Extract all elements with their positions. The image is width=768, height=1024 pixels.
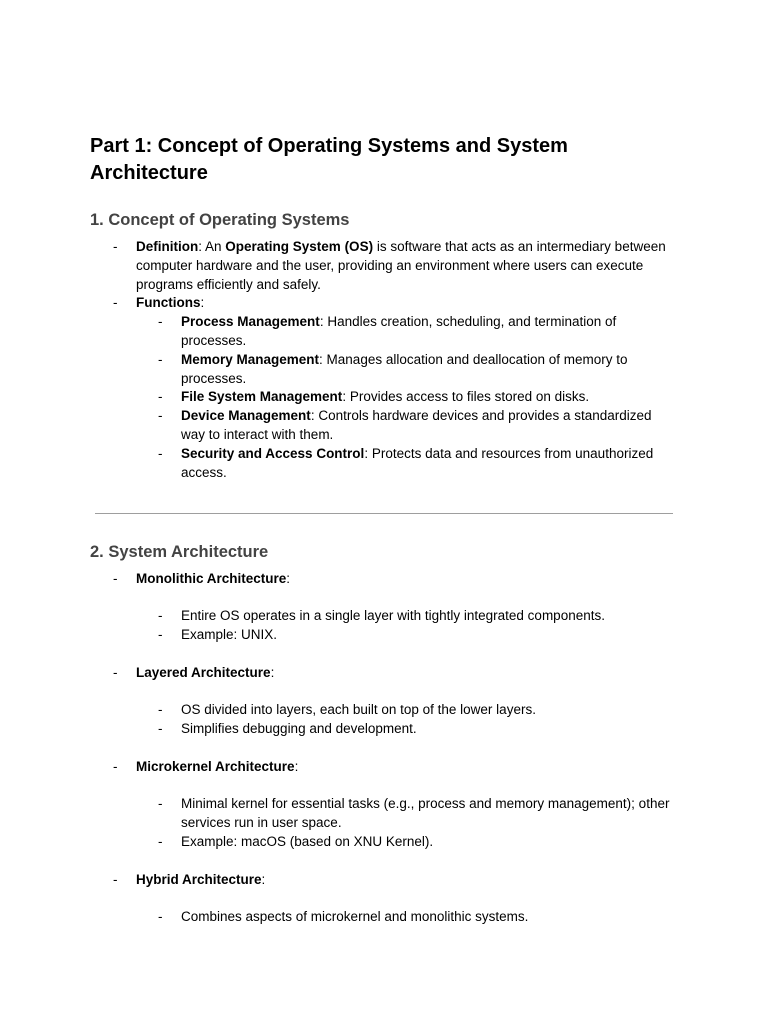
list-item: - OS divided into layers, each built on top of the lower layers. bbox=[0, 701, 768, 720]
section-divider bbox=[95, 513, 673, 514]
list-bullet: - bbox=[158, 833, 163, 849]
os-term: Operating System (OS) bbox=[225, 239, 374, 254]
list-item: - Entire OS operates in a single layer with tightly integrated components. bbox=[0, 607, 768, 626]
definition-label: Definition bbox=[136, 239, 199, 254]
arch-hybrid bbox=[0, 871, 768, 890]
list-bullet: - bbox=[113, 665, 118, 680]
page-title: Part 1: Concept of Operating Systems and System Architecture bbox=[90, 135, 568, 184]
list-item: - Minimal kernel for essential tasks (e.g., process and memory management); other services run in user space. bbox=[158, 796, 670, 830]
list-item-function: - Process Management: Handles creation, scheduling, and termination of processes. bbox=[158, 314, 617, 348]
list-bullet: - bbox=[158, 314, 163, 330]
list-item: - Combines aspects of microkernel and monolithic systems. bbox=[0, 908, 768, 927]
list-bullet: - bbox=[158, 389, 163, 405]
arch-label-row: - Monolithic Architecture: bbox=[0, 570, 768, 589]
list-bullet: - bbox=[158, 608, 163, 623]
list-bullet: - bbox=[158, 909, 163, 924]
list-item-function: - Device Management: Controls hardware devices and provides a standardized way to interact with them. bbox=[158, 408, 652, 442]
arch-monolithic bbox=[0, 570, 768, 589]
list-bullet: - bbox=[113, 759, 118, 774]
arch-label-row: - Layered Architecture: bbox=[0, 664, 768, 683]
list-bullet: - bbox=[113, 239, 118, 254]
list-item: - Simplifies debugging and development. bbox=[0, 720, 768, 739]
list-bullet: - bbox=[113, 872, 118, 887]
arch-microkernel-points bbox=[0, 795, 768, 851]
list-bullet: - bbox=[158, 408, 163, 424]
section-heading-system-architecture: 2. System Architecture bbox=[90, 543, 269, 561]
arch-layered bbox=[0, 664, 768, 683]
list-bullet: - bbox=[113, 571, 118, 586]
list-bullet: - bbox=[158, 796, 163, 811]
section-heading-os-concept: 1. Concept of Operating Systems bbox=[90, 211, 350, 229]
list-item: - Example: macOS (based on XNU Kernel). bbox=[0, 833, 768, 852]
list-item-definition: - Definition: An Operating System (OS) is software that acts as an intermediary between computer hardware and the user, providing an environment where users can execute programs efficiently and safely. bbox=[113, 239, 666, 292]
definition-text: is software that acts as an intermediary between computer hardware and the user, providing an environment where users can execute programs efficiently and safely. bbox=[136, 239, 666, 292]
arch-label-row: - Hybrid Architecture: bbox=[0, 871, 768, 890]
list-item: - Example: UNIX. bbox=[0, 626, 768, 645]
list-item-function: - Memory Management: Manages allocation and deallocation of memory to processes. bbox=[158, 351, 628, 386]
list-bullet: - bbox=[158, 702, 163, 717]
list-bullet: - bbox=[158, 445, 163, 461]
os-concept-list bbox=[0, 238, 768, 482]
arch-monolithic-points bbox=[0, 607, 768, 645]
functions-label: Functions bbox=[136, 295, 201, 311]
list-bullet: - bbox=[158, 626, 163, 642]
list-bullet: - bbox=[113, 295, 118, 311]
arch-label-row: - Microkernel Architecture: bbox=[0, 758, 768, 777]
list-bullet: - bbox=[158, 720, 163, 736]
arch-hybrid-points bbox=[0, 908, 768, 927]
list-item-function: - Security and Access Control: Protects data and resources from unauthorized access. bbox=[158, 445, 654, 480]
list-bullet: - bbox=[158, 351, 163, 367]
list-item-function: - File System Management: Provides access to files stored on disks. bbox=[0, 388, 768, 407]
arch-layered-points bbox=[0, 701, 768, 739]
arch-microkernel bbox=[0, 758, 768, 777]
list-item-functions: - Functions: bbox=[0, 294, 768, 313]
